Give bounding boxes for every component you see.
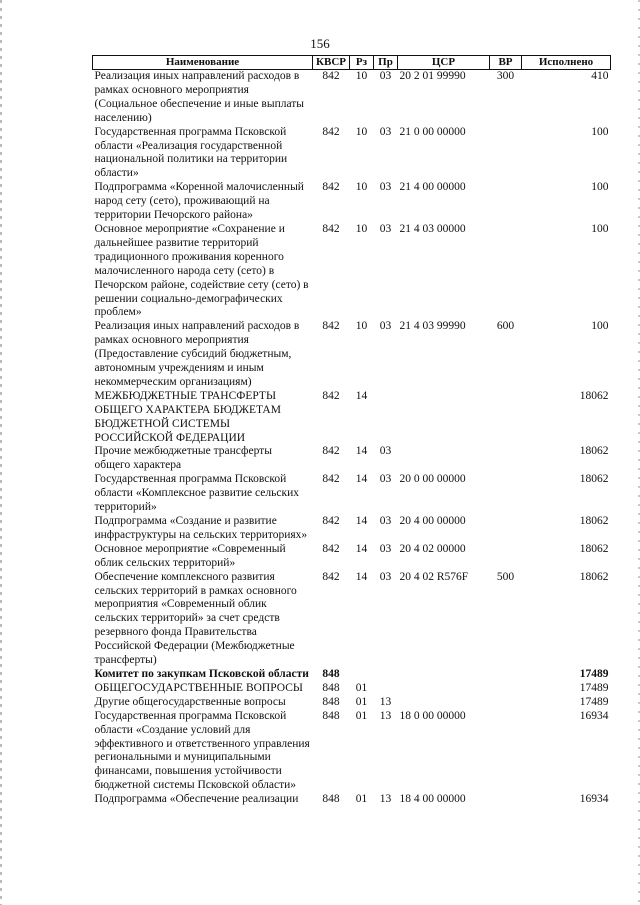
- cell-sum: 18062: [579, 473, 609, 486]
- header-vr: ВР: [490, 56, 522, 70]
- cell-pr: 03: [379, 320, 392, 333]
- cell-csr: 21 4 00 00000: [399, 181, 466, 194]
- table-row: [93, 515, 611, 543]
- cell-pr: [374, 668, 398, 682]
- cell-name: Комитет по закупкам Псковской области: [94, 667, 309, 680]
- cell-name: Реализация иных направлений расходов в рамках основного мероприятия (Социальное обеспечение и иные выплаты населению): [94, 70, 305, 124]
- cell-kvsr: 842: [322, 181, 340, 194]
- cell-vr: [490, 543, 522, 571]
- cell-pr: 03: [379, 473, 392, 486]
- cell-kvsr: 842: [322, 473, 340, 486]
- cell-rz: 10: [355, 222, 368, 235]
- cell-name: Государственная программа Псковской области «Комплексное развитие сельских территорий»: [94, 473, 299, 514]
- cell-rz: 10: [355, 320, 368, 333]
- table-header-row: [93, 56, 611, 70]
- cell-sum: 18062: [579, 542, 609, 555]
- table-row: [93, 390, 611, 446]
- cell-vr: [490, 668, 522, 682]
- cell-pr: 03: [379, 515, 392, 527]
- header-sum: Исполнено: [522, 56, 611, 70]
- cell-vr: 500: [496, 570, 515, 583]
- cell-kvsr: 842: [322, 570, 340, 583]
- cell-rz: 14: [355, 473, 368, 486]
- cell-kvsr: 842: [322, 542, 340, 555]
- cell-kvsr: 842: [322, 445, 340, 458]
- cell-kvsr: 842: [322, 320, 340, 333]
- cell-kvsr: 842: [322, 125, 340, 138]
- cell-vr: [490, 515, 522, 543]
- cell-rz: [350, 668, 374, 682]
- table-row: [93, 682, 611, 696]
- cell-pr: 03: [379, 70, 392, 82]
- cell-name: Государственная программа Псковской области «Создание условий для эффективного и ответственного управления региональными и муниципальными финансами, повышения устойчивости бюджетной системы Псковской области»: [94, 709, 310, 792]
- cell-sum: 17489: [579, 667, 609, 680]
- cell-csr: 20 2 01 99990: [399, 70, 466, 82]
- cell-kvsr: 842: [322, 222, 340, 235]
- cell-kvsr: 848: [322, 695, 340, 708]
- cell-pr: 03: [379, 181, 392, 194]
- cell-sum: 100: [591, 181, 609, 194]
- cell-csr: [398, 682, 490, 696]
- header-csr: ЦСР: [398, 56, 490, 70]
- table-row: [93, 181, 611, 223]
- table-row: [93, 70, 611, 126]
- cell-sum: 100: [591, 222, 609, 235]
- cell-vr: [490, 696, 522, 710]
- cell-kvsr: 842: [322, 389, 340, 402]
- cell-pr: [374, 390, 398, 446]
- cell-name: Основное мероприятие «Современный облик сельских территорий»: [94, 542, 286, 569]
- cell-pr: 03: [379, 570, 392, 583]
- cell-sum: 100: [591, 320, 609, 333]
- cell-csr: 21 4 03 00000: [399, 222, 466, 235]
- cell-csr: 21 0 00 00000: [399, 125, 466, 138]
- table-row: [93, 710, 611, 793]
- cell-vr: 300: [496, 70, 515, 82]
- table-row: [93, 320, 611, 390]
- header-kvsr: КВСР: [313, 56, 350, 70]
- cell-csr: 20 4 02 R576F: [399, 570, 469, 583]
- cell-csr: 20 0 00 00000: [399, 473, 466, 486]
- cell-vr: 600: [496, 320, 515, 333]
- cell-rz: 10: [355, 70, 368, 82]
- budget-table: [92, 55, 611, 807]
- cell-csr: 21 4 03 99990: [399, 320, 466, 333]
- header-rz: Рз: [350, 56, 374, 70]
- cell-vr: [490, 181, 522, 223]
- cell-kvsr: 848: [322, 667, 340, 680]
- cell-vr: [490, 223, 522, 320]
- header-pr: Пр: [374, 56, 398, 70]
- table-row: [93, 126, 611, 182]
- cell-rz: 01: [355, 695, 368, 708]
- cell-kvsr: 842: [322, 515, 340, 527]
- cell-name: Государственная программа Псковской области «Реализация государственной национальной политики на территории области»: [94, 125, 288, 180]
- cell-rz: 10: [355, 181, 368, 194]
- cell-pr: 13: [379, 709, 392, 722]
- cell-kvsr: 848: [322, 681, 340, 694]
- cell-rz: 14: [355, 570, 368, 583]
- cell-sum: 18062: [579, 570, 609, 583]
- cell-sum: 100: [591, 125, 609, 138]
- scan-edge-left: [0, 0, 2, 905]
- cell-rz: 01: [355, 793, 368, 806]
- cell-pr: 03: [379, 222, 392, 235]
- cell-sum: 410: [591, 70, 609, 82]
- cell-sum: 17489: [579, 695, 609, 708]
- cell-csr: 20 4 00 00000: [399, 515, 466, 527]
- cell-vr: [490, 473, 522, 515]
- cell-name: Подпрограмма «Создание и развитие инфраструктуры на сельских территориях»: [94, 515, 308, 541]
- table-body: [93, 70, 611, 808]
- cell-rz: 14: [355, 542, 368, 555]
- table-row: [93, 793, 611, 807]
- cell-vr: [490, 710, 522, 793]
- page-number: 156: [310, 36, 330, 51]
- cell-sum: 16934: [579, 709, 609, 722]
- cell-pr: 03: [379, 445, 392, 458]
- cell-name: Подпрограмма «Коренной малочисленный народ сету (сето), проживающий на территории Печорского района»: [94, 181, 304, 222]
- cell-sum: 16934: [579, 793, 609, 806]
- cell-kvsr: 848: [322, 793, 340, 806]
- cell-pr: 03: [379, 542, 392, 555]
- cell-csr: [398, 668, 490, 682]
- cell-rz: 14: [355, 515, 368, 527]
- cell-name: Другие общегосударственные вопросы: [94, 695, 286, 708]
- cell-vr: [490, 445, 522, 473]
- cell-pr: 13: [379, 793, 392, 806]
- cell-vr: [490, 126, 522, 182]
- cell-pr: 03: [379, 125, 392, 138]
- cell-csr: [398, 445, 490, 473]
- header-name: Наименование: [93, 56, 313, 70]
- table-row: [93, 696, 611, 710]
- cell-csr: 18 0 00 00000: [399, 709, 466, 722]
- cell-rz: 14: [355, 389, 368, 402]
- cell-csr: [398, 390, 490, 446]
- cell-name: МЕЖБЮДЖЕТНЫЕ ТРАНСФЕРТЫ ОБЩЕГО ХАРАКТЕРА БЮДЖЕТАМ БЮДЖЕТНОЙ СИСТЕМЫ РОССИЙСКОЙ ФЕДЕРАЦИИ: [94, 389, 281, 444]
- cell-vr: [490, 682, 522, 696]
- cell-name: Реализация иных направлений расходов в рамках основного мероприятия (Предоставление субсидий бюджетным, автономным учреждениям и иным некоммерческим организациям): [94, 320, 300, 388]
- cell-sum: 18062: [579, 445, 609, 458]
- cell-pr: [374, 682, 398, 696]
- cell-csr: [398, 696, 490, 710]
- cell-kvsr: 848: [322, 709, 340, 722]
- cell-rz: 01: [355, 709, 368, 722]
- cell-rz: 01: [355, 681, 368, 694]
- cell-kvsr: 842: [322, 70, 340, 82]
- cell-csr: 20 4 02 00000: [399, 542, 466, 555]
- cell-sum: 17489: [579, 681, 609, 694]
- cell-name: Подпрограмма «Обеспечение реализации: [94, 793, 299, 806]
- cell-rz: 14: [355, 445, 368, 458]
- table-row: [93, 668, 611, 682]
- table-row: [93, 473, 611, 515]
- cell-csr: 18 4 00 00000: [399, 793, 466, 806]
- cell-pr: 13: [379, 695, 392, 708]
- cell-name: Основное мероприятие «Сохранение и дальнейшее развитие территорий традиционного проживания коренного малочисленного народа сету (сето) в Печорском районе, содействие сету (сето) в решении социально-демографических проблем»: [94, 222, 309, 319]
- cell-name: Прочие межбюджетные трансферты общего характера: [94, 445, 272, 472]
- table-row: [93, 571, 611, 668]
- cell-name: Обеспечение комплексного развития сельских территорий в рамках основного мероприятия «Современный облик сельских территорий» за счет средств резервного фонда Правительства Российской Федерации (Межбюджетные трансферты): [94, 570, 297, 667]
- cell-vr: [490, 793, 522, 807]
- cell-sum: 18062: [579, 515, 609, 527]
- cell-rz: 10: [355, 125, 368, 138]
- cell-vr: [490, 390, 522, 446]
- table-row: [93, 543, 611, 571]
- cell-sum: 18062: [579, 389, 609, 402]
- table-row: [93, 223, 611, 320]
- cell-name: ОБЩЕГОСУДАРСТВЕННЫЕ ВОПРОСЫ: [94, 681, 303, 694]
- table-row: [93, 445, 611, 473]
